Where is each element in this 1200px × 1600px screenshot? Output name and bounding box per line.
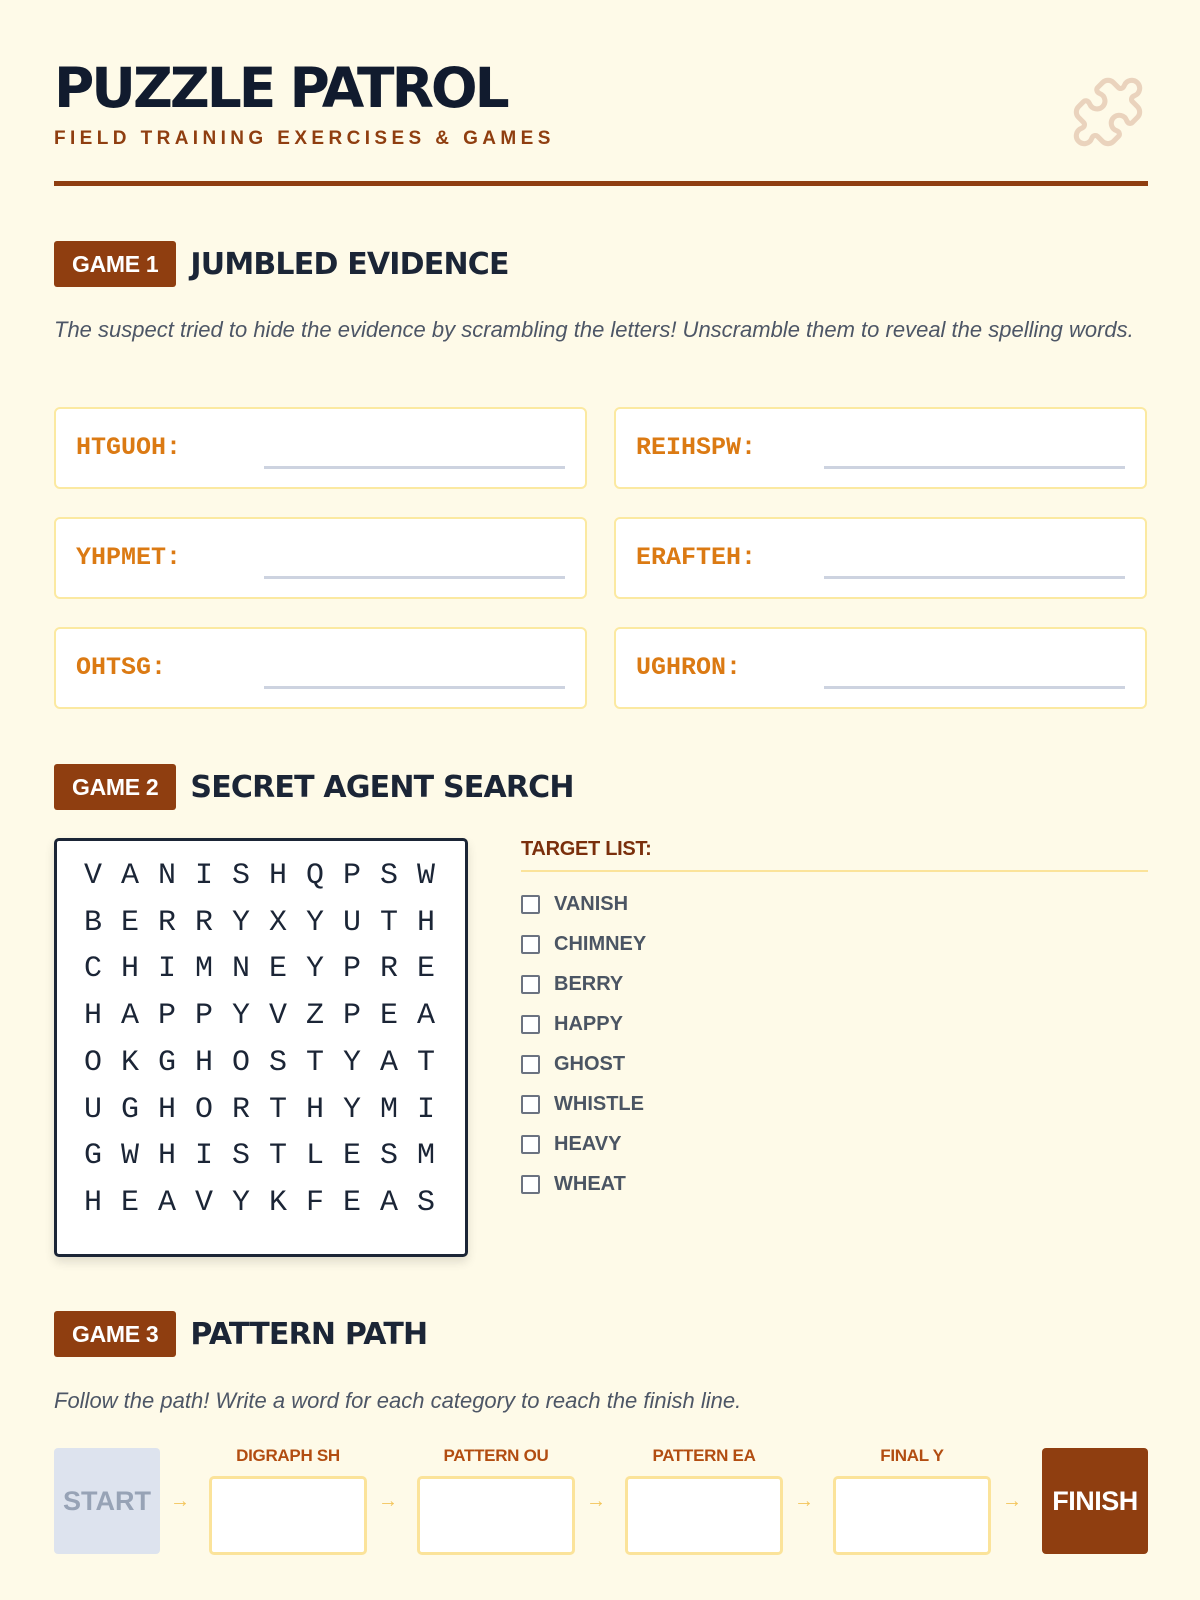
game3-instructions: Follow the path! Write a word for each category to reach the finish line.	[54, 1388, 742, 1413]
target-checkbox[interactable]	[521, 1175, 540, 1194]
grid-letter[interactable]: P	[343, 999, 362, 1034]
jumbled-word: ERAFTEH:	[636, 543, 757, 572]
grid-letter[interactable]: Z	[306, 999, 325, 1034]
grid-letter[interactable]: H	[417, 905, 436, 940]
grid-row	[84, 1090, 454, 1130]
answer-line[interactable]	[264, 686, 565, 689]
grid-letter[interactable]: C	[84, 952, 103, 987]
grid-letter[interactable]: S	[417, 1185, 436, 1220]
grid-letter[interactable]: A	[158, 1185, 177, 1220]
grid-letter[interactable]: A	[380, 1185, 399, 1220]
grid-letter[interactable]: H	[306, 1092, 325, 1127]
grid-letter[interactable]: R	[158, 905, 177, 940]
grid-letter[interactable]: W	[121, 1139, 140, 1174]
grid-letter[interactable]: R	[232, 1092, 251, 1127]
target-item	[521, 884, 646, 924]
grid-letter[interactable]: K	[269, 1185, 288, 1220]
grid-letter[interactable]: G	[121, 1092, 140, 1127]
target-checkbox[interactable]	[521, 1015, 540, 1034]
grid-letter[interactable]: O	[84, 1045, 103, 1080]
answer-line[interactable]	[824, 466, 1125, 469]
grid-row	[84, 856, 454, 896]
grid-letter[interactable]: T	[306, 1045, 325, 1080]
answer-line[interactable]	[824, 576, 1125, 579]
grid-letter[interactable]: Y	[343, 1092, 362, 1127]
grid-letter[interactable]: E	[121, 905, 140, 940]
game3-badge: GAME 3	[54, 1311, 176, 1357]
target-item	[521, 924, 646, 964]
grid-letter[interactable]: S	[269, 1045, 288, 1080]
answer-line[interactable]	[824, 686, 1125, 689]
grid-letter[interactable]: E	[417, 952, 436, 987]
grid-letter[interactable]: T	[380, 905, 399, 940]
jumble-item	[614, 407, 1147, 489]
target-checkbox[interactable]	[521, 1055, 540, 1074]
grid-letter[interactable]: S	[380, 859, 399, 893]
step-label: FINAL Y	[880, 1446, 944, 1465]
target-item	[521, 1044, 646, 1084]
target-list-heading: TARGET LIST:	[521, 838, 652, 860]
grid-letter[interactable]: Y	[343, 1045, 362, 1080]
target-checkbox[interactable]	[521, 1135, 540, 1154]
target-checkbox[interactable]	[521, 935, 540, 954]
game3-title: PATTERN PATH	[190, 1316, 428, 1352]
grid-letter[interactable]: H	[158, 1092, 177, 1127]
step-answer-box[interactable]	[833, 1476, 991, 1555]
grid-letter[interactable]: W	[417, 859, 436, 893]
grid-letter[interactable]: X	[269, 905, 288, 940]
target-label: GHOST	[554, 1052, 626, 1075]
page-subtitle: FIELD TRAINING EXERCISES & GAMES	[54, 128, 555, 149]
target-label: VANISH	[554, 892, 629, 915]
target-label: HEAVY	[554, 1132, 622, 1155]
grid-letter[interactable]: T	[417, 1045, 436, 1080]
grid-letter[interactable]: T	[269, 1092, 288, 1127]
grid-row	[84, 1183, 454, 1223]
jumbled-word: YHPMET:	[76, 543, 182, 572]
jumble-item	[54, 517, 587, 599]
header-divider	[54, 181, 1148, 186]
grid-letter[interactable]: T	[269, 1139, 288, 1174]
grid-letter[interactable]: A	[121, 999, 140, 1034]
step-answer-box[interactable]	[417, 1476, 575, 1555]
game2-badge: GAME 2	[54, 764, 176, 810]
jumble-item	[54, 627, 587, 709]
grid-letter[interactable]: B	[84, 905, 103, 940]
grid-letter[interactable]: I	[417, 1092, 436, 1127]
target-label: WHEAT	[554, 1172, 626, 1195]
game2-header	[54, 764, 574, 810]
start-box: START	[54, 1448, 160, 1554]
grid-letter[interactable]: A	[380, 1045, 399, 1080]
game1-badge: GAME 1	[54, 241, 176, 287]
grid-letter[interactable]: H	[84, 1185, 103, 1220]
grid-letter[interactable]: F	[306, 1185, 325, 1220]
target-label: WHISTLE	[554, 1092, 644, 1115]
grid-letter[interactable]: M	[195, 952, 214, 987]
target-checkbox[interactable]	[521, 895, 540, 914]
answer-line[interactable]	[264, 466, 565, 469]
target-item	[521, 964, 646, 1004]
grid-letter[interactable]: Y	[232, 905, 251, 940]
step-label: PATTERN EA	[652, 1446, 756, 1465]
grid-letter[interactable]: R	[380, 952, 399, 987]
finish-box: FINISH	[1042, 1448, 1148, 1554]
step-answer-box[interactable]	[625, 1476, 783, 1555]
grid-letter[interactable]: E	[269, 952, 288, 987]
target-item	[521, 1004, 646, 1044]
grid-row	[84, 903, 454, 943]
grid-letter[interactable]: M	[417, 1139, 436, 1174]
grid-letter[interactable]: S	[232, 859, 251, 893]
grid-letter[interactable]: H	[158, 1139, 177, 1174]
grid-letter[interactable]: Y	[232, 1185, 251, 1220]
grid-letter[interactable]: N	[232, 952, 251, 987]
grid-letter[interactable]: L	[306, 1139, 325, 1174]
puzzle-piece-icon	[1070, 74, 1146, 150]
game3-header	[54, 1311, 427, 1357]
grid-letter[interactable]: M	[380, 1092, 399, 1127]
grid-letter[interactable]: I	[195, 859, 214, 893]
answer-line[interactable]	[264, 576, 565, 579]
grid-letter[interactable]: H	[84, 999, 103, 1034]
grid-row	[84, 1043, 454, 1083]
jumbled-word: REIHSPW:	[636, 433, 757, 462]
pattern-path	[54, 1448, 1148, 1556]
grid-letter[interactable]: P	[343, 952, 362, 987]
target-label: BERRY	[554, 972, 624, 995]
jumble-item	[614, 517, 1147, 599]
grid-row	[84, 1136, 454, 1176]
grid-letter[interactable]: U	[343, 905, 362, 940]
grid-letter[interactable]: I	[158, 952, 177, 987]
jumbled-word: OHTSG:	[76, 653, 167, 682]
arrow-icon: →	[1002, 1490, 1022, 1512]
arrow-icon: →	[794, 1490, 814, 1512]
step-label: PATTERN OU	[443, 1446, 549, 1465]
grid-letter[interactable]: E	[343, 1185, 362, 1220]
game1-instructions: The suspect tried to hide the evidence by scrambling the letters! Unscramble them to reveal the spelling words.	[54, 317, 1134, 342]
grid-letter[interactable]: G	[158, 1045, 177, 1080]
grid-letter[interactable]: E	[380, 999, 399, 1034]
target-label: CHIMNEY	[554, 932, 647, 955]
grid-letter[interactable]: R	[195, 905, 214, 940]
grid-letter[interactable]: O	[232, 1045, 251, 1080]
grid-letter[interactable]: G	[84, 1139, 103, 1174]
game1-title: JUMBLED EVIDENCE	[190, 246, 509, 282]
game2-title: SECRET AGENT SEARCH	[190, 769, 574, 805]
word-search-grid	[54, 838, 468, 1257]
target-checkbox[interactable]	[521, 975, 540, 994]
jumble-item	[614, 627, 1147, 709]
grid-letter[interactable]: P	[158, 999, 177, 1034]
grid-letter[interactable]: K	[121, 1045, 140, 1080]
grid-letter[interactable]: H	[195, 1045, 214, 1080]
grid-letter[interactable]: N	[158, 859, 177, 893]
grid-letter[interactable]: V	[269, 999, 288, 1034]
grid-letter[interactable]: E	[343, 1139, 362, 1174]
target-item	[521, 1084, 646, 1124]
target-list	[521, 884, 646, 1204]
arrow-icon: →	[586, 1490, 606, 1512]
target-checkbox[interactable]	[521, 1095, 540, 1114]
grid-letter[interactable]: I	[195, 1139, 214, 1174]
target-item	[521, 1164, 646, 1204]
worksheet-page	[54, 0, 1148, 1600]
jumbled-word: HTGUOH:	[76, 433, 182, 462]
grid-letter[interactable]: P	[195, 999, 214, 1034]
target-item	[521, 1124, 646, 1164]
grid-letter[interactable]: S	[380, 1139, 399, 1174]
grid-row	[84, 996, 454, 1036]
grid-letter[interactable]: H	[121, 952, 140, 987]
jumble-item	[54, 407, 587, 489]
grid-letter[interactable]: A	[417, 999, 436, 1034]
arrow-icon: →	[170, 1490, 190, 1512]
grid-letter[interactable]: H	[269, 859, 288, 893]
arrow-icon: →	[378, 1490, 398, 1512]
grid-row	[84, 949, 454, 989]
grid-letter[interactable]: Q	[306, 859, 325, 893]
step-label: DIGRAPH SH	[236, 1446, 340, 1465]
jumbled-word: UGHRON:	[636, 653, 742, 682]
grid-letter[interactable]: A	[121, 859, 140, 893]
step-answer-box[interactable]	[209, 1476, 367, 1555]
target-list-divider	[521, 870, 1148, 872]
grid-letter[interactable]: O	[195, 1092, 214, 1127]
target-label: HAPPY	[554, 1012, 623, 1035]
grid-letter[interactable]: E	[121, 1185, 140, 1220]
grid-letter[interactable]: Y	[306, 905, 325, 940]
page-title: PUZZLE PATROL	[54, 56, 507, 120]
game1-header	[54, 241, 509, 287]
grid-letter[interactable]: S	[232, 1139, 251, 1174]
grid-letter[interactable]: P	[343, 859, 362, 893]
grid-letter[interactable]: U	[84, 1092, 103, 1127]
grid-letter[interactable]: Y	[306, 952, 325, 987]
grid-letter[interactable]: Y	[232, 999, 251, 1034]
grid-letter[interactable]: V	[195, 1185, 214, 1220]
grid-letter[interactable]: V	[84, 859, 103, 893]
